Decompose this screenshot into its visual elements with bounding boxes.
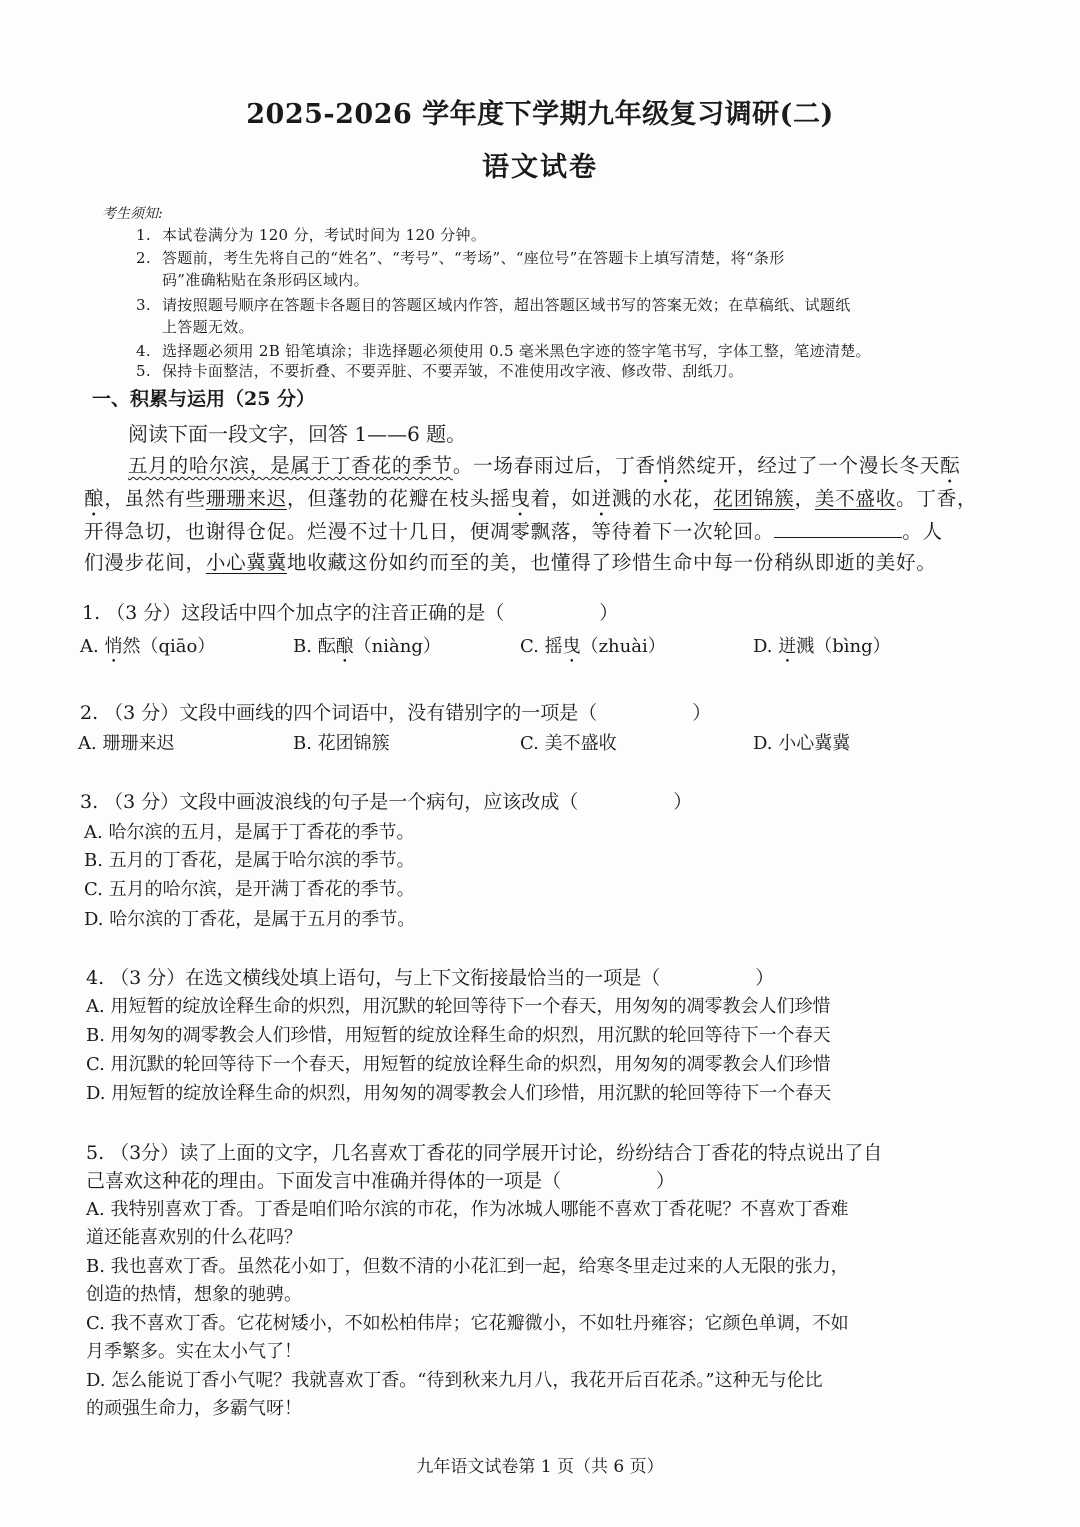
question-2-option-a: A. 珊珊来迟	[78, 733, 175, 754]
question-3-option-a: A. 哈尔滨的五月，是属于丁香花的季节。	[84, 822, 415, 843]
notice-item-text: 本试卷满分为 120 分，考试时间为 120 分钟。	[162, 226, 487, 244]
question-1-option-d	[753, 632, 891, 667]
question-1-option-a	[80, 632, 215, 667]
section-intro: 阅读下面一段文字，回答 1——6 题。	[128, 422, 467, 446]
notice-item-num: 4.	[136, 342, 151, 360]
notice-item-5	[136, 360, 743, 381]
option-text: A.	[80, 636, 105, 657]
question-5-option-d: D. 怎么能说丁香小气呢？我就喜欢丁香。“待到秋来九月八，我花开后百花杀。”这种无与伦比	[86, 1370, 823, 1391]
dotted-char: 曳	[510, 487, 531, 510]
passage-text: 然绽开，经过了一个漫长冬天	[676, 454, 941, 477]
dotted-char: 曳	[562, 636, 581, 657]
question-4-option-c: C. 用沉默的轮回等待下一个春天，用短暂的绽放诠释生命的炽烈，用匆匆的凋零教会人们珍惜	[86, 1054, 831, 1075]
question-4-option-a: A. 用短暂的绽放诠释生命的炽烈，用沉默的轮回等待下一个春天，用匆匆的凋零教会人们珍惜	[86, 996, 831, 1017]
notice-item-2	[136, 247, 785, 268]
notice-item-3	[136, 294, 851, 315]
notice-item-1	[136, 224, 486, 245]
question-4-stem: 4. （3 分）在选文横线处填上语句，与上下文衔接最恰当的一项是（ ）	[86, 967, 775, 989]
passage-text: 们漫步花间，	[84, 551, 206, 574]
notice-item-2-cont: 码”准确粘贴在条形码区域内。	[162, 271, 369, 289]
fill-in-blank	[774, 519, 902, 538]
passage-text: 。一场春雨过后，丁香	[452, 454, 656, 477]
exam-title: 2025-2026 学年度下学期九年级复习调研(二)	[246, 99, 834, 130]
dotted-char: 迸	[778, 636, 797, 657]
notice-item-text: 请按照题号顺序在答题卡各题目的答题区域内作答，超出答题区域书写的答案无效；在草稿纸、试题纸	[162, 296, 851, 314]
option-text: C. 摇	[520, 636, 563, 657]
notice-item-num: 1.	[136, 226, 151, 244]
passage-text: ，	[794, 487, 815, 510]
question-5-option-b: B. 我也喜欢丁香。虽然花小如丁，但数不清的小花汇到一起，给寒冬里走过来的人无限的张力，	[86, 1256, 849, 1277]
question-5-option-c: C. 我不喜欢丁香。它花树矮小，不如松柏伟岸；它花瓣微小，不如牡丹雍容；它颜色单调，不如	[86, 1313, 849, 1334]
passage-text: 。丁香，	[896, 487, 978, 510]
question-5-stem-cont: 己喜欢这种花的理由。下面发言中准确并得体的一项是（ ）	[86, 1170, 676, 1192]
question-2-stem: 2. （3 分）文段中画线的四个词语中，没有错别字的一项是（ ）	[80, 702, 712, 724]
question-3-option-c: C. 五月的哈尔滨，是开满丁香花的季节。	[84, 879, 415, 900]
notice-item-4	[136, 340, 871, 361]
question-2-option-c: C. 美不盛收	[520, 733, 617, 754]
notice-item-num: 3.	[136, 296, 151, 314]
passage-text: 。人	[902, 520, 943, 543]
question-3-option-b: B. 五月的丁香花，是属于哈尔滨的季节。	[84, 850, 415, 871]
notice-item-text: 选择题必须用 2B 铅笔填涂；非选择题必须使用 0.5 毫米黑色字迹的签字笔书写，字体工整，笔迹清楚。	[162, 342, 871, 360]
dotted-char: 悄	[655, 454, 677, 477]
option-text: （zhuài）	[580, 636, 666, 657]
question-5-option-d-cont: 的顽强生命力，多霸气呀！	[86, 1398, 302, 1419]
question-4-option-d: D. 用短暂的绽放诠释生命的炽烈，用匆匆的凋零教会人们珍惜，用沉默的轮回等待下一个春天	[86, 1083, 832, 1104]
section-heading: 一、积累与运用（25 分）	[92, 388, 316, 410]
passage-text: 地收藏这份如约而至的美，也懂得了珍惜生命中每一份稍纵即逝的美好。	[287, 551, 937, 574]
option-text: 然（qiāo）	[122, 636, 216, 657]
underlined-word: 小心冀冀	[205, 551, 288, 574]
notice-item-3-cont: 上答题无效。	[162, 318, 254, 336]
question-1-option-c	[520, 632, 666, 667]
option-text: （niàng）	[353, 636, 441, 657]
question-3-stem: 3. （3 分）文段中画波浪线的句子是一个病句，应该改成（ ）	[80, 791, 693, 813]
option-text: D.	[753, 636, 779, 657]
passage-line-4	[84, 547, 937, 575]
question-5-option-a-cont: 道还能喜欢别的什么花吗？	[86, 1227, 302, 1248]
question-3-option-d: D. 哈尔滨的丁香花，是属于五月的季节。	[84, 909, 416, 930]
question-5-stem: 5. （3分）读了上面的文字，几名喜欢丁香花的同学展开讨论，纷纷结合丁香花的特点说出了自	[86, 1142, 883, 1164]
underlined-word: 珊珊来迟	[205, 487, 288, 510]
question-4-option-b: B. 用匆匆的凋零教会人们珍惜，用短暂的绽放诠释生命的炽烈，用沉默的轮回等待下一个春天	[86, 1025, 831, 1046]
notice-item-text: 保持卡面整洁，不要折叠、不要弄脏、不要弄皱，不准使用改字液、修改带、刮纸刀。	[162, 362, 744, 380]
passage-text: 溅的水花，	[611, 487, 714, 510]
notice-heading: 考生须知:	[102, 206, 163, 222]
dotted-char: 酿	[335, 636, 354, 657]
underlined-word: 花团锦簇	[713, 487, 795, 510]
underlined-word: 美不盛收	[814, 487, 897, 510]
passage-text: ，虽然有些	[104, 487, 206, 510]
page-number: 九年语文试卷第 1 页（共 6 页）	[416, 1457, 664, 1477]
question-1-option-b	[293, 632, 441, 667]
notice-item-num: 2.	[136, 249, 151, 267]
question-5-option-a: A. 我特别喜欢丁香。丁香是咱们哈尔滨的市花，作为冰城人哪能不喜欢丁香花呢？不喜欢丁香难	[86, 1199, 849, 1220]
question-5-option-c-cont: 月季繁多。实在太小气了！	[86, 1341, 302, 1362]
dotted-char: 酿	[84, 487, 105, 510]
question-5-option-b-cont: 创造的热情，想象的驰骋。	[86, 1284, 302, 1305]
dotted-char: 迸	[591, 487, 612, 510]
question-2-option-b: B. 花团锦簇	[293, 733, 390, 754]
dotted-char: 悄	[104, 636, 123, 657]
notice-item-num: 5.	[136, 362, 151, 380]
passage-text: 开得急切，也谢得仓促。烂漫不过十几日，便凋零飘落，等待着下一次轮回。	[84, 520, 775, 543]
option-text: B. 酝	[293, 636, 336, 657]
dotted-char: 酝	[940, 454, 961, 477]
wavy-sentence: 五月的哈尔滨，是属于丁香花的季节	[128, 454, 453, 477]
passage-line-3	[84, 516, 943, 544]
question-1-stem: 1. （3 分）这段话中四个加点字的注音正确的是（ ）	[82, 602, 619, 624]
question-2-option-d: D. 小心冀冀	[753, 733, 851, 754]
notice-item-text: 答题前，考生先将自己的“姓名”、“考号”、“考场”、“座位号”在答题卡上填写清楚，将“条形	[162, 249, 785, 267]
exam-subject: 语文试卷	[482, 152, 598, 183]
passage-text: 着，如	[530, 487, 592, 510]
passage-text: ，但蓬勃的花瓣在枝头摇	[287, 487, 511, 510]
option-text: 溅（bìng）	[796, 636, 891, 657]
